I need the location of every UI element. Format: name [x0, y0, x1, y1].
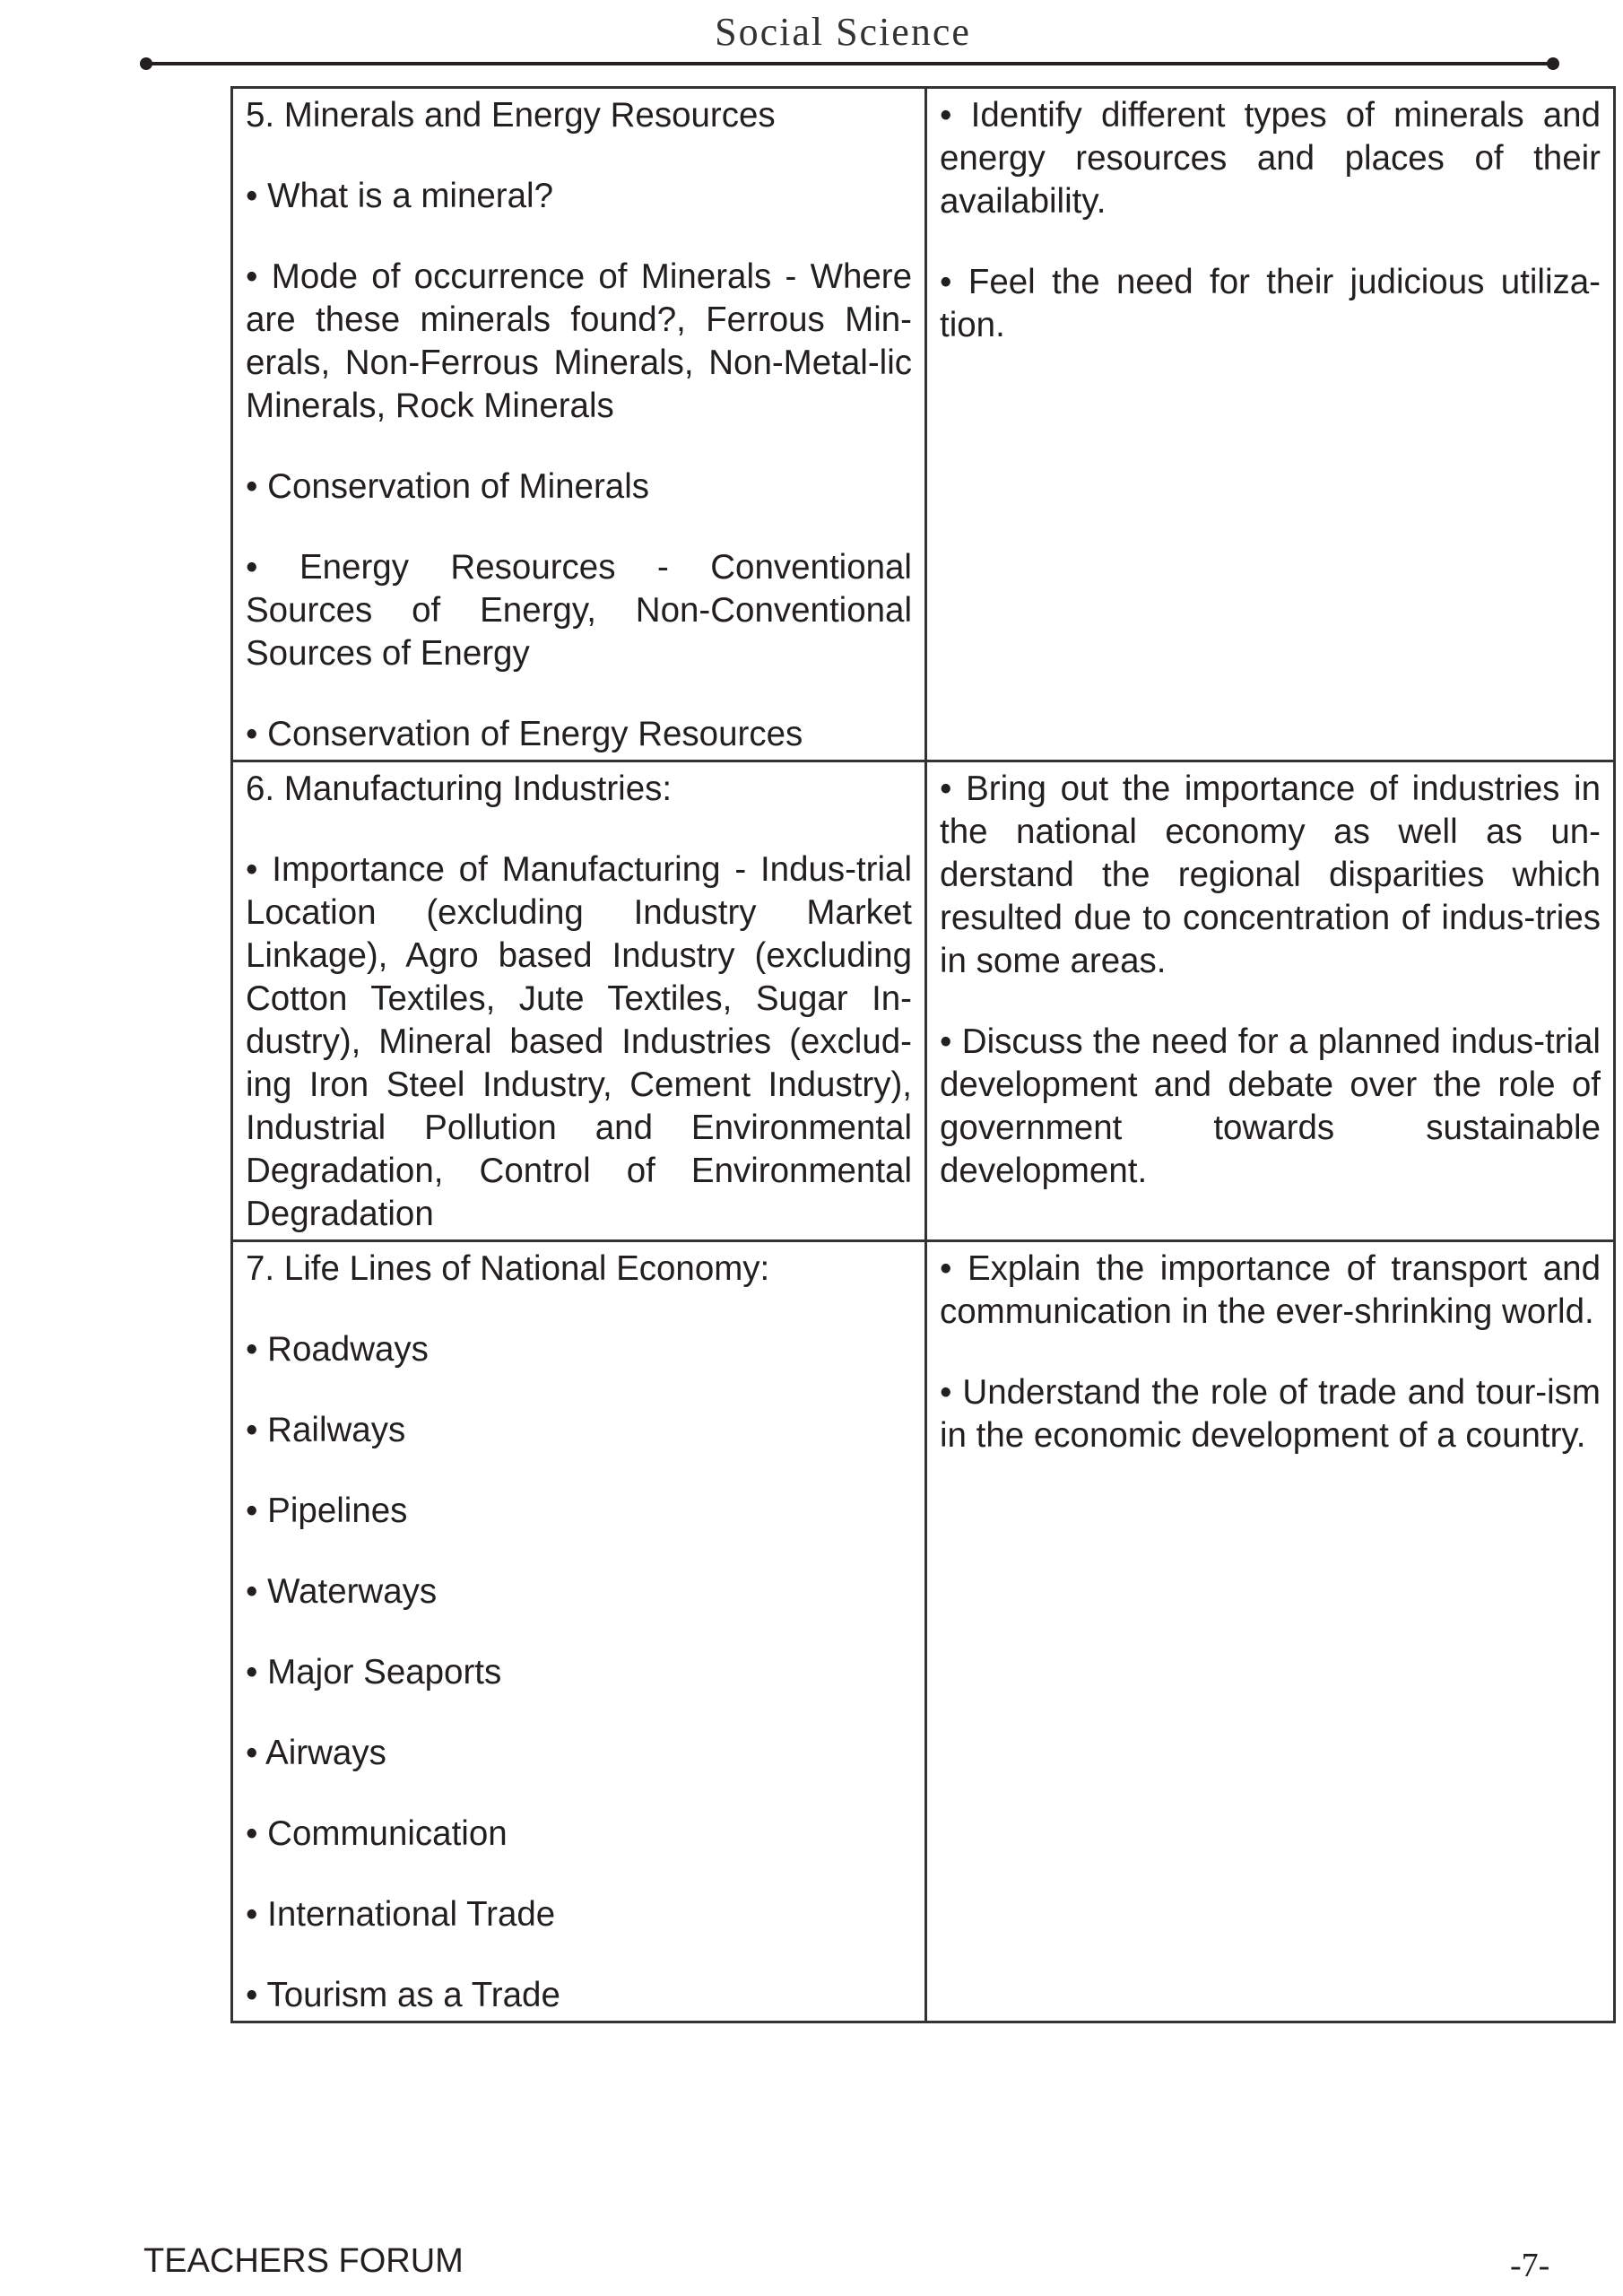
topic-item: • Waterways: [246, 1572, 438, 1611]
topic-item: • Energy Resources - Conventional Sources of Energy, Non-Conventional Sources of Energy: [246, 548, 912, 673]
table-row: [232, 761, 1615, 1241]
unit-heading: 6. Manufacturing Industries:: [246, 770, 673, 808]
content-cell: [232, 1241, 926, 2022]
unit-heading: 5. Minerals and Energy Resources: [246, 96, 776, 135]
content-cell: [232, 761, 926, 1241]
topic-item: • Conservation of Energy Resources: [246, 715, 803, 753]
topic-item: • Pipelines: [246, 1492, 408, 1530]
topic-item: • Tourism as a Trade: [246, 1976, 560, 2014]
header-rule-right-dot: [1547, 57, 1559, 70]
content-cell: [232, 88, 926, 761]
syllabus-table: [230, 86, 1616, 2023]
unit-heading: 7. Life Lines of National Economy:: [246, 1249, 770, 1288]
outcome-cell: [926, 761, 1615, 1241]
learning-outcome: • Explain the importance of transport and communication in the ever-shrinking world.: [940, 1249, 1601, 1331]
footer-publication: TEACHERS FORUM: [143, 2242, 464, 2280]
learning-outcome: • Feel the need for their judicious utiliza-tion.: [940, 263, 1601, 344]
topic-item: • Communication: [246, 1814, 508, 1853]
topic-item: • Roadways: [246, 1330, 429, 1369]
learning-outcome: • Understand the role of trade and tour-ism in the economic development of a country.: [940, 1373, 1601, 1455]
topic-item: • Airways: [246, 1734, 386, 1772]
page-number: -7-: [1510, 2247, 1550, 2284]
topic-item: • Mode of occurrence of Minerals - Where are these minerals found?, Ferrous Min-erals, Non-Ferrous Minerals, Non-Metal-lic Minerals, Rock Minerals: [246, 257, 912, 425]
learning-outcome: • Identify different types of minerals and energy resources and places of their availability.: [940, 96, 1601, 221]
table-row: [232, 1241, 1615, 2022]
outcome-cell: [926, 88, 1615, 761]
learning-outcome: • Discuss the need for a planned indus-trial development and debate over the role of government towards sustainable development.: [940, 1022, 1601, 1190]
topic-item: • International Trade: [246, 1895, 556, 1934]
header-rule-left-dot: [140, 57, 152, 70]
topic-item: • Major Seaports: [246, 1653, 502, 1692]
outcome-cell: [926, 1241, 1615, 2022]
topic-item: • What is a mineral?: [246, 177, 553, 215]
topic-item: • Importance of Manufacturing - Indus-trial Location (excluding Industry Market Linkage), Agro based Industry (excluding Cotton Textiles, Jute Textiles, Sugar In-dustry), Mineral based Industries (exclud-ing Iron Steel Industry, Cement Industry), Industrial Pollution and Environmental Degradation, Control of Environmental Degradation: [246, 850, 912, 1233]
table-row: [232, 88, 1615, 761]
learning-outcome: • Bring out the importance of industries in the national economy as well as un-derstand the regional disparities which resulted due to concentration of indus-tries in some areas.: [940, 770, 1601, 980]
header-rule: [146, 62, 1553, 65]
topic-item: • Railways: [246, 1411, 406, 1449]
running-title: Social Science: [715, 10, 971, 54]
topic-item: • Conservation of Minerals: [246, 467, 650, 506]
